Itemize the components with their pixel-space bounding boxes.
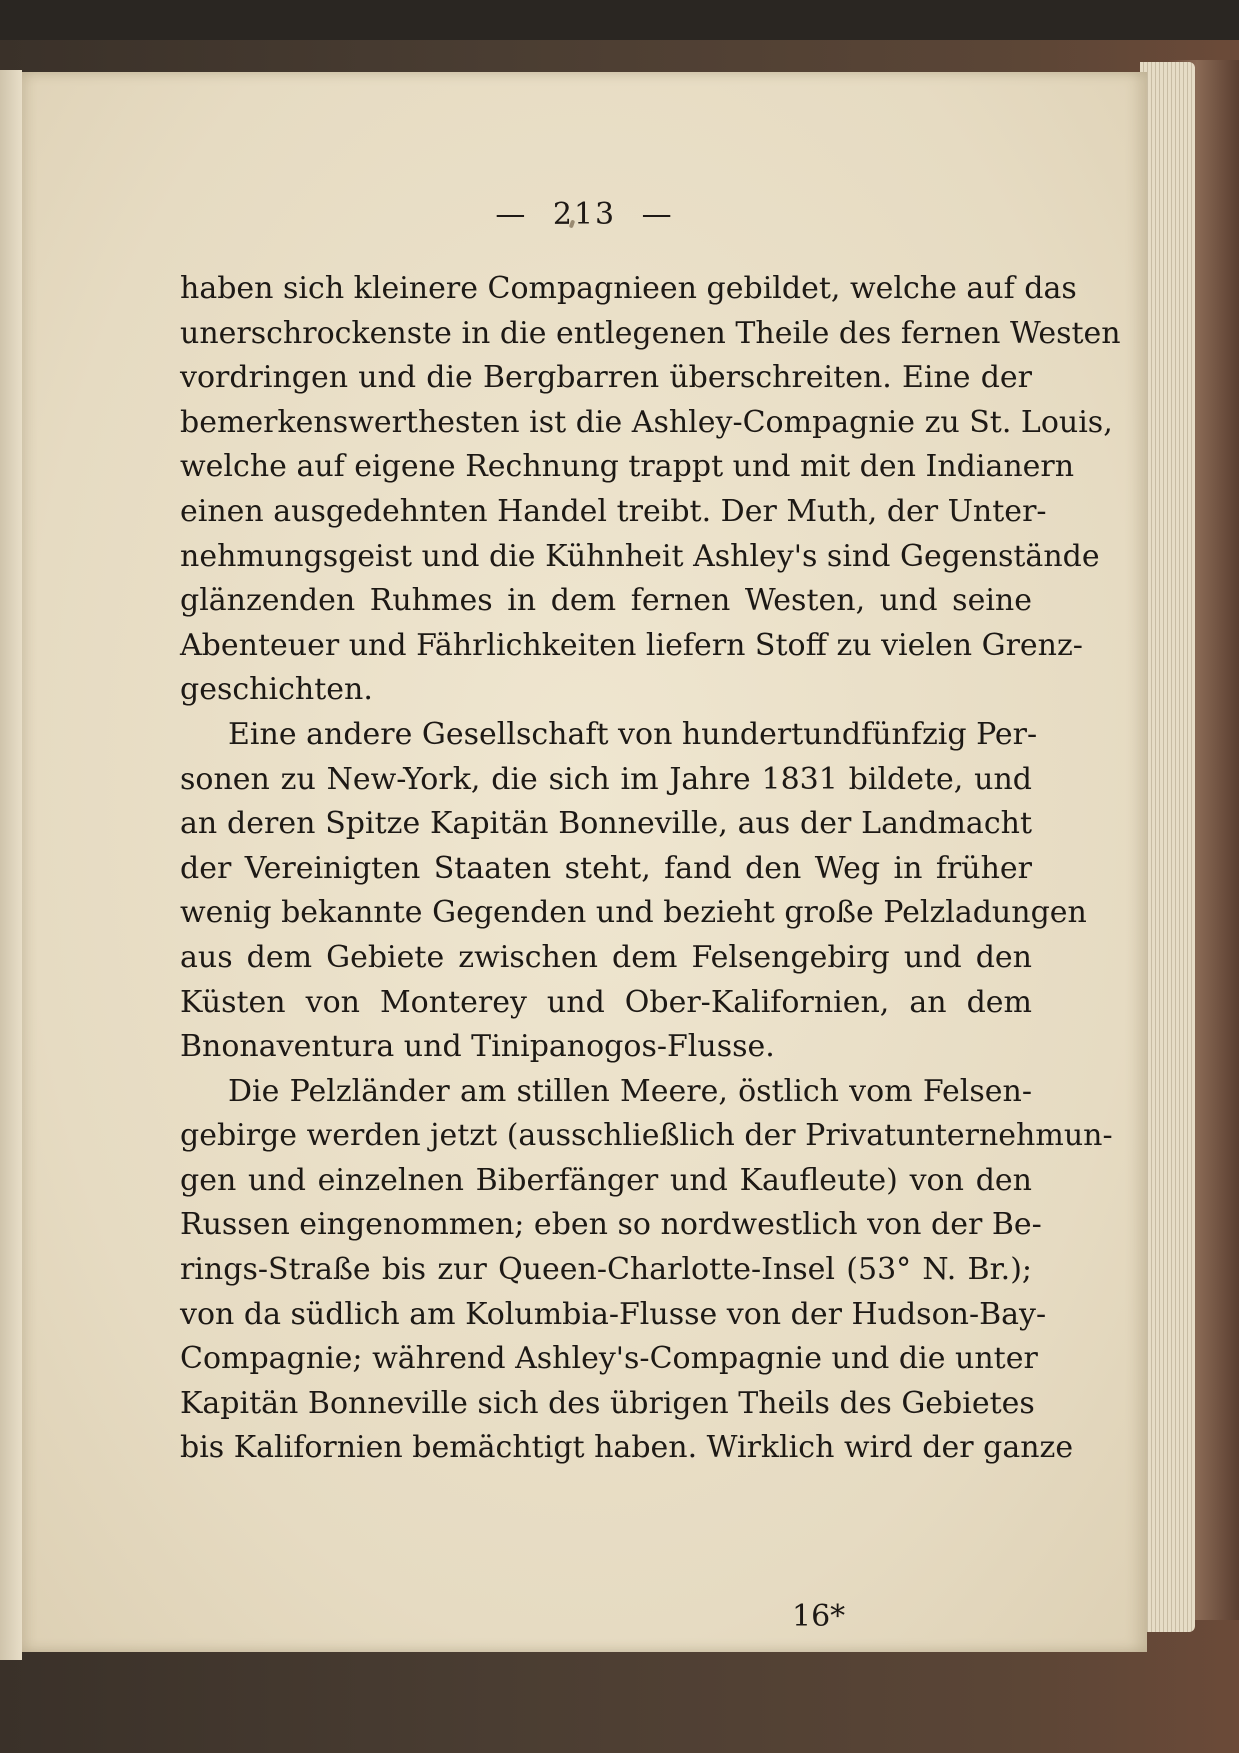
text-line: Abenteuer und Fährlichkeiten liefern Stoff zu vielen Grenz- (180, 627, 1083, 663)
text-line: Küsten von Monterey und Ober-Kalifornien, an dem (180, 984, 1032, 1020)
text-line: gebirge werden jetzt (ausschließlich der Privatunternehmun- (180, 1118, 1113, 1154)
paragraph (180, 267, 1121, 713)
text-line: Bnonaventura und Tinipanogos-Flusse. (180, 1029, 775, 1065)
signature-mark: 16* (792, 1599, 846, 1634)
text-line: wenig bekannte Gegenden und bezieht große Pelzladungen (180, 895, 1087, 931)
text-line: unerschrockenste in die entlegenen Theile des fernen Westen (180, 315, 1121, 351)
page-number: — 213 — (495, 197, 674, 232)
text-line: Eine andere Gesellschaft von hundertundfünfzig Per- (228, 716, 1038, 752)
page-stack-edge (1140, 62, 1195, 1632)
text-line: aus dem Gebiete zwischen dem Felsengebirg und den (180, 939, 1032, 975)
text-line: Russen eingenommen; eben so nordwestlich von der Be- (180, 1207, 1042, 1243)
text-line: gen und einzelnen Biberfänger und Kaufleute) von den (180, 1162, 1032, 1198)
text-line: bis Kalifornien bemächtigt haben. Wirklich wird der ganze (180, 1430, 1074, 1466)
text-line: Compagnie; während Ashley's-Compagnie und die unter (180, 1341, 1038, 1377)
text-line: der Vereinigten Staaten steht, fand den Weg in früher (180, 850, 1032, 886)
text-line: Die Pelzländer am stillen Meere, östlich vom Felsen- (228, 1073, 1032, 1109)
text-line: glänzenden Ruhmes in dem fernen Westen, und seine (180, 583, 1032, 619)
book-page (22, 72, 1147, 1652)
paragraph (180, 713, 1087, 1070)
text-line: nehmungsgeist und die Kühnheit Ashley's sind Gegenstände (180, 538, 1100, 574)
text-line: rings-Straße bis zur Queen-Charlotte-Insel (53° N. Br.); (180, 1252, 1032, 1288)
text-line: einen ausgedehnten Handel treibt. Der Muth, der Unter- (180, 493, 1047, 529)
text-line: welche auf eigene Rechnung trappt und mit den Indianern (180, 449, 1075, 485)
text-line: geschichten. (180, 672, 373, 708)
text-line: haben sich kleinere Compagnieen gebildet, welche auf das (180, 271, 1077, 306)
text-line: von da südlich am Kolumbia-Flusse von der Hudson-Bay- (180, 1296, 1047, 1332)
paragraph (180, 1070, 1113, 1471)
left-page-edge (0, 70, 22, 1660)
text-line: an deren Spitze Kapitän Bonneville, aus der Landmacht (180, 806, 1032, 842)
text-line: bemerkenswerthesten ist die Ashley-Compagnie zu St. Louis, (180, 404, 1113, 440)
body-text (180, 267, 1121, 1471)
text-line: vordringen und die Bergbarren überschreiten. Eine der (180, 360, 1032, 396)
text-line: Kapitän Bonneville sich des übrigen Theils des Gebietes (180, 1385, 1035, 1421)
text-line: sonen zu New-York, die sich im Jahre 1831 bildete, und (180, 761, 1032, 797)
